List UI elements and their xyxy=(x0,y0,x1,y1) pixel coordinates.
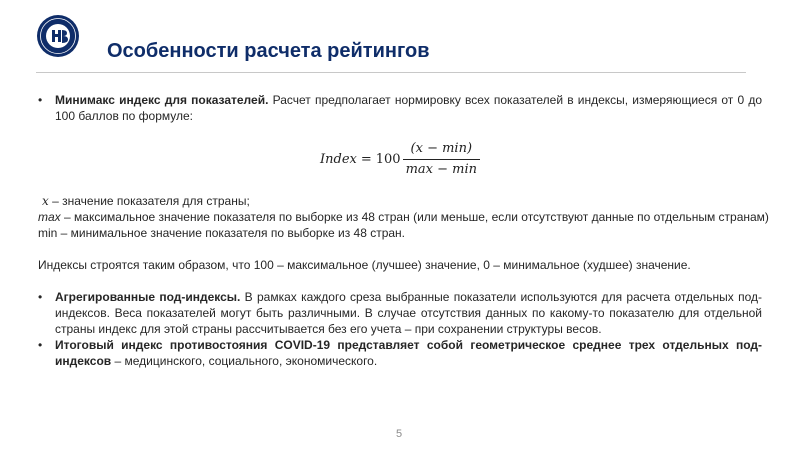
formula-lhs: Index xyxy=(319,151,357,167)
index-formula xyxy=(38,141,762,178)
bullet-subindices-text: В рамках каждого среза выбранные показатели используются для расчета отдельных под-индексов. Веса показателей могут быть различными. В случае отсутствия данных по какому-то показателю для отдельной страны индекс для этой страны рассчитывается без его учета – при сохранении структуры весов. xyxy=(55,290,762,336)
formula-numerator: (x − min) xyxy=(410,141,473,156)
formula-equals: = xyxy=(360,151,372,167)
title-divider xyxy=(36,72,746,73)
definition-x xyxy=(38,193,762,209)
indices-note: Индексы строятся таким образом, что 100 – максимальное (лучшее) значение, 0 – минимальное (худшее) значение. xyxy=(38,258,691,272)
bullet-subindices xyxy=(38,289,762,337)
definition-max-symbol: max xyxy=(38,210,61,224)
formula-coef: 100 xyxy=(375,151,401,167)
bullet-final-index-heading: Итоговый индекс противостояния COVID-19 представляет собой геометрическое среднее трех отдельных под-индексов xyxy=(55,338,762,368)
definition-min-symbol: min xyxy=(38,226,58,240)
definition-x-symbol: x xyxy=(42,194,49,208)
bullet-minimax xyxy=(38,92,762,124)
bullet-subindices-heading: Агрегированные под-индексы. xyxy=(55,290,241,304)
definition-x-text: – значение показателя для страны; xyxy=(48,194,250,208)
definition-min xyxy=(38,225,762,241)
formula-fraction xyxy=(403,141,480,178)
bullet-final-index-text: – медицинского, социального, экономического. xyxy=(111,354,378,368)
spacer xyxy=(38,241,762,257)
definition-max-text: – максимальное значение показателя по выборке из 48 стран (или меньше, если отсутствуют данные по отдельным странам) xyxy=(60,210,769,224)
bullet-minimax-heading: Минимакс индекс для показателей. xyxy=(55,93,269,107)
bullet-final-index xyxy=(38,337,762,369)
formula-denominator: max − min xyxy=(405,162,478,177)
slide-content xyxy=(38,92,769,369)
hse-university-logo-icon xyxy=(36,14,80,58)
page-number: 5 xyxy=(396,428,403,440)
spacer xyxy=(38,273,762,289)
bullet-minimax-text: Расчет предполагает нормировку всех показателей в индексы, измеряющиеся от 0 до 100 баллов по формуле: xyxy=(55,93,762,123)
definition-max xyxy=(38,209,769,225)
page-title: Особенности расчета рейтингов xyxy=(107,40,430,62)
definition-min-text: – минимальное значение показателя по выборке из 48 стран. xyxy=(57,226,406,240)
